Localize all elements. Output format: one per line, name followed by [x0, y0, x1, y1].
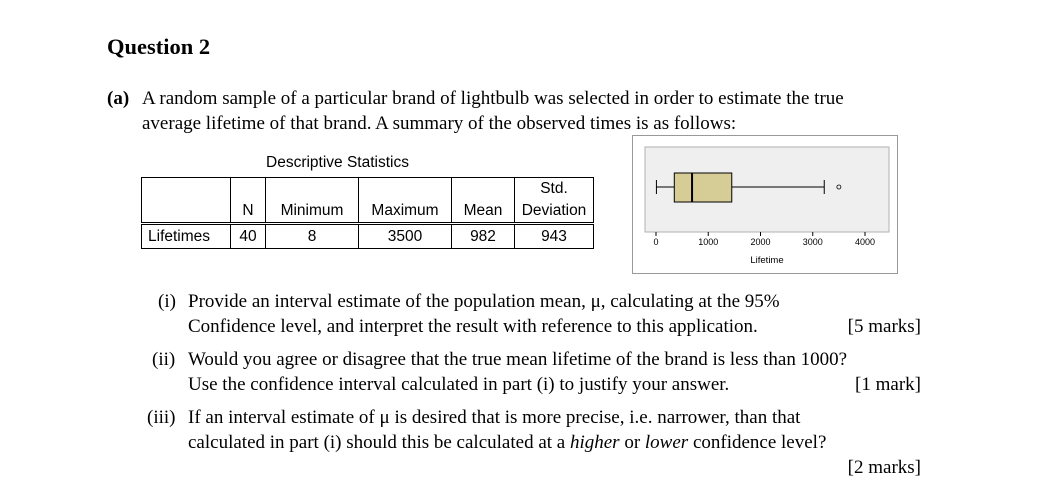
- descriptive-statistics-table: [141, 177, 594, 249]
- part-ii-marks: [1 mark]: [855, 374, 921, 395]
- part-i-marks: [5 marks]: [847, 316, 921, 337]
- part-ii-label: (ii): [152, 349, 176, 370]
- x-tick-label-3000: 3000: [802, 237, 823, 247]
- table-caption: Descriptive Statistics: [266, 154, 409, 171]
- x-tick-label-1000: 1000: [698, 237, 719, 247]
- cell-std: 943: [515, 224, 594, 249]
- header-maximum-top: [359, 178, 452, 201]
- header-mean-top: [452, 178, 515, 201]
- part-ii-line1: Would you agree or disagree that the true mean lifetime of the brand is less than 1000?: [188, 349, 848, 370]
- part-a-line1: A random sample of a particular brand of lightbulb was selected in order to estimate the true: [142, 88, 844, 109]
- header-std-line1: Std.: [515, 178, 594, 201]
- corner-cell: [142, 178, 231, 201]
- header-std-line2: Deviation: [515, 200, 594, 224]
- part-i-line1: Provide an interval estimate of the population mean, μ, calculating at the 95%: [188, 291, 780, 312]
- boxplot-frame: [632, 135, 898, 274]
- part-iii-line2-end: confidence level?: [692, 432, 827, 453]
- header-minimum: Minimum: [266, 200, 359, 224]
- header-n-top: [231, 178, 266, 201]
- part-iii-line1: If an interval estimate of μ is desired that is more precise, i.e. narrower, than that: [188, 407, 801, 428]
- part-iii-line2-start: calculated in part (i) should this be calculated at a: [188, 432, 566, 453]
- part-iii-line2: [188, 430, 826, 455]
- header-maximum: Maximum: [359, 200, 452, 224]
- part-iii-label: (iii): [147, 407, 176, 428]
- cell-mean: 982: [452, 224, 515, 249]
- x-tick-label-4000: 4000: [854, 237, 876, 247]
- part-iii-marks: [2 marks]: [847, 457, 921, 478]
- part-i-label: (i): [158, 291, 176, 312]
- header-n: N: [231, 200, 266, 224]
- boxplot-chart: [633, 136, 897, 273]
- cell-minimum: 8: [266, 224, 359, 249]
- cell-n: 40: [231, 224, 266, 249]
- word-higher: higher: [569, 432, 620, 453]
- header-mean: Mean: [452, 200, 515, 224]
- part-a-line2: average lifetime of that brand. A summary of the observed times is as follows:: [142, 113, 737, 134]
- x-tick-label-2000: 2000: [750, 237, 771, 247]
- row-label: Lifetimes: [142, 224, 231, 249]
- corner-cell-lower: [142, 200, 231, 224]
- word-or: or: [624, 432, 641, 453]
- x-axis-label: Lifetime: [750, 255, 784, 266]
- header-minimum-top: [266, 178, 359, 201]
- iqr-box: [674, 173, 731, 202]
- x-tick-label-0: 0: [653, 237, 659, 247]
- part-a-label: (a): [107, 88, 130, 109]
- cell-maximum: 3500: [359, 224, 452, 249]
- part-ii-line2: Use the confidence interval calculated in part (i) to justify your answer.: [188, 374, 730, 395]
- question-title: Question 2: [107, 34, 211, 59]
- part-i-line2: Confidence level, and interpret the result with reference to this application.: [188, 316, 758, 337]
- word-lower: lower: [644, 432, 689, 453]
